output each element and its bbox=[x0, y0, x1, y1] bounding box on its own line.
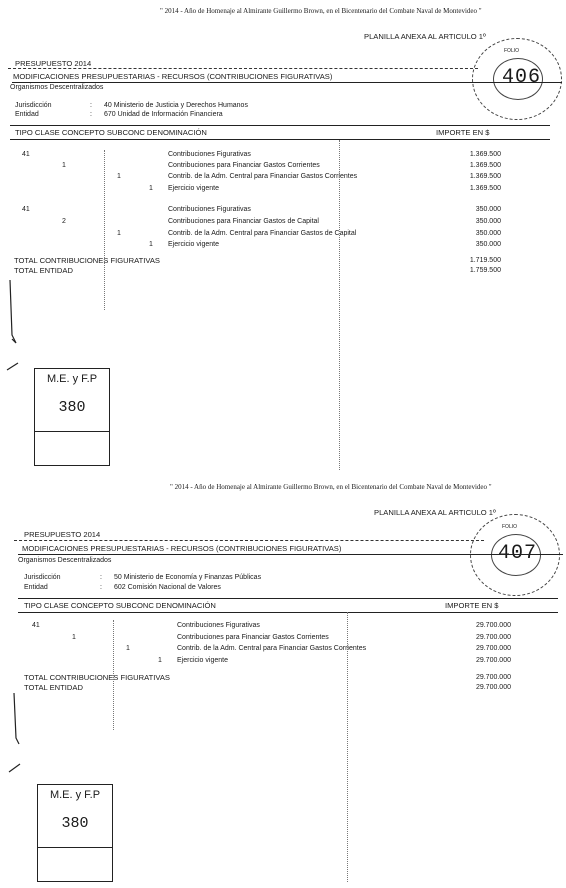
total-entidad-value: 29.700.000 bbox=[475, 684, 511, 691]
total-entidad-value: 1.759.500 bbox=[469, 267, 501, 274]
jurisdiccion-label: Jurisdicción bbox=[15, 102, 52, 109]
stamp-title: M.E. y F.P bbox=[49, 789, 101, 801]
jurisdiccion-label: Jurisdicción bbox=[24, 574, 61, 581]
entidad-label: Entidad bbox=[15, 111, 39, 118]
stamp-number: 380 bbox=[58, 399, 86, 416]
importe: 350.000 bbox=[475, 230, 501, 237]
jurisdiccion-value: 50 Ministerio de Economía y Finanzas Públicas bbox=[114, 574, 262, 581]
importe: 29.700.000 bbox=[475, 657, 511, 664]
denominacion: Contrib. de la Adm. Central para Financiar Gastos Corrientes bbox=[168, 173, 358, 180]
importe: 350.000 bbox=[475, 206, 501, 213]
planilla-title: PLANILLA ANEXA AL ARTICULO 1º bbox=[374, 508, 496, 517]
seal-label: FOLIO bbox=[502, 524, 518, 530]
importe: 1.369.500 bbox=[469, 151, 501, 158]
stamp-number: 380 bbox=[61, 815, 89, 832]
entidad-value: 670 Unidad de Información Financiera bbox=[104, 111, 223, 118]
total-contribuciones-value: 29.700.000 bbox=[475, 674, 511, 681]
jurisdiccion-value: 40 Ministerio de Justicia y Derechos Humanos bbox=[104, 102, 248, 109]
organismos-label: Organismos Descentralizados bbox=[18, 557, 112, 564]
denominacion: Contrib. de la Adm. Central para Financiar Gastos Corrientes bbox=[177, 645, 367, 652]
denominacion: Contrib. de la Adm. Central para Financiar Gastos de Capital bbox=[168, 230, 357, 237]
total-entidad-label: TOTAL ENTIDAD bbox=[24, 683, 83, 692]
organismos-label: Organismos Descentralizados bbox=[10, 84, 104, 91]
importe: 350.000 bbox=[475, 218, 501, 225]
seal-number: 407 bbox=[498, 542, 538, 565]
importe: 1.369.500 bbox=[469, 162, 501, 169]
entidad-value: 602 Comisión Nacional de Valores bbox=[114, 584, 221, 591]
importe: 29.700.000 bbox=[475, 634, 511, 641]
total-contribuciones-value: 1.719.500 bbox=[469, 257, 501, 264]
denominacion: Ejercicio vigente bbox=[177, 657, 228, 664]
importe: 29.700.000 bbox=[475, 622, 511, 629]
importe: 350.000 bbox=[475, 241, 501, 248]
denominacion: Contribuciones para Financiar Gastos Corrientes bbox=[177, 634, 329, 641]
section-title: MODIFICACIONES PRESUPUESTARIAS - RECURSOS (CONTRIBUCIONES FIGURATIVAS) bbox=[22, 544, 342, 553]
presupuesto-label: PRESUPUESTO 2014 bbox=[24, 530, 101, 539]
denominacion: Contribuciones para Financiar Gastos de Capital bbox=[168, 218, 319, 225]
stamp-title: M.E. y F.P bbox=[46, 373, 98, 385]
pen-mark bbox=[4, 275, 24, 375]
denominacion: Contribuciones Figurativas bbox=[177, 622, 260, 629]
denominacion: Contribuciones Figurativas bbox=[168, 151, 251, 158]
column-importe: IMPORTE EN $ bbox=[445, 601, 499, 610]
importe: 29.700.000 bbox=[475, 645, 511, 652]
total-contribuciones-label: TOTAL CONTRIBUCIONES FIGURATIVAS bbox=[24, 673, 170, 682]
denominacion: Contribuciones Figurativas bbox=[168, 206, 251, 213]
approval-stamp bbox=[34, 368, 110, 466]
header-note: " 2014 - Año de Homenaje al Almirante Guillermo Brown, en el Bicentenario del Combate Naval de Montevideo " bbox=[170, 483, 492, 491]
header-note: " 2014 - Año de Homenaje al Almirante Guillermo Brown, en el Bicentenario del Combate Naval de Montevideo " bbox=[160, 7, 482, 15]
column-importe: IMPORTE EN $ bbox=[436, 128, 490, 137]
denominacion: Contribuciones para Financiar Gastos Corrientes bbox=[168, 162, 320, 169]
seal-number: 406 bbox=[502, 66, 542, 89]
section-title: MODIFICACIONES PRESUPUESTARIAS - RECURSOS (CONTRIBUCIONES FIGURATIVAS) bbox=[13, 72, 333, 81]
total-entidad-label: TOTAL ENTIDAD bbox=[14, 266, 73, 275]
seal-label: FOLIO bbox=[504, 48, 520, 54]
column-headers: TIPO CLASE CONCEPTO SUBCONC DENOMINACIÓN bbox=[24, 601, 216, 610]
column-headers: TIPO CLASE CONCEPTO SUBCONC DENOMINACIÓN bbox=[15, 128, 207, 137]
denominacion: Ejercicio vigente bbox=[168, 185, 219, 192]
denominacion: Ejercicio vigente bbox=[168, 241, 219, 248]
pen-mark bbox=[6, 688, 26, 778]
entidad-label: Entidad bbox=[24, 584, 48, 591]
importe: 1.369.500 bbox=[469, 173, 501, 180]
importe: 1.369.500 bbox=[469, 185, 501, 192]
presupuesto-label: PRESUPUESTO 2014 bbox=[15, 59, 92, 68]
total-contribuciones-label: TOTAL CONTRIBUCIONES FIGURATIVAS bbox=[14, 256, 160, 265]
approval-stamp bbox=[37, 784, 113, 882]
planilla-title: PLANILLA ANEXA AL ARTICULO 1º bbox=[364, 32, 486, 41]
